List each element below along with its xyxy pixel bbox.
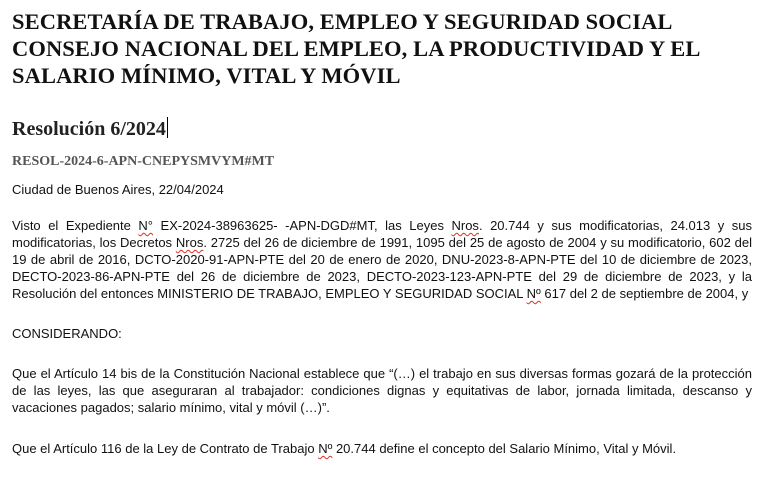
- misspelled-word[interactable]: Nº: [318, 441, 333, 456]
- misspelled-word[interactable]: Nros: [175, 235, 204, 250]
- document-page[interactable]: [12, 8, 752, 457]
- visto-text-5: 617 del 2 de septiembre de 2004, y: [540, 286, 749, 301]
- misspelled-word[interactable]: Nros: [451, 218, 479, 233]
- city-date: Ciudad de Buenos Aires, 22/04/2024: [12, 182, 224, 197]
- misspelled-word[interactable]: Nº: [526, 286, 541, 301]
- text-cursor: [167, 117, 168, 138]
- visto-text-1: Visto el Expediente: [12, 218, 139, 233]
- resolution-code: RESOL-2024-6-APN-CNEPYSMVYM#MT: [12, 154, 275, 169]
- resolution-title-text: Resolución 6/2024: [12, 118, 166, 140]
- visto-text-3: . 20.744 y sus modificatorias, 24.013 y sus modificatorias, los Decretos: [12, 218, 753, 250]
- organization-title: SECRETARÍA DE TRABAJO, EMPLEO Y SEGURIDAD SOCIAL CONSEJO NACIONAL DEL EMPLEO, LA PRODUCTIVIDAD Y EL SALARIO MÍNIMO, VITAL Y MÓVIL: [12, 9, 700, 88]
- considerando-heading: CONSIDERANDO:: [12, 326, 122, 341]
- visto-text-4: . 2725 del 26 de diciembre de 1991, 1095 del 25 de agosto de 2004 y su modificatorio, 602 del 19 de abril de 2016, DCTO-2020-91-APN-PTE del 20 de enero de 2020, DNU-2023-8-APN-PTE del 10 de diciembre de 2023, DECTO-2023-86-APN-PTE del 26 de diciembre de 2023, DECTO-2023-123-APN-PTE del 29 de diciembre de 2023, y la Resolución del entonces MINISTERIO DE TRABAJO, EMPLEO Y SEGURIDAD SOCIAL: [12, 235, 752, 301]
- misspelled-word[interactable]: N°: [138, 218, 154, 233]
- art116-text-2: 20.744 define el concepto del Salario Mínimo, Vital y Móvil.: [332, 441, 677, 456]
- article-14-paragraph: Que el Artículo 14 bis de la Constitución Nacional establece que “(…) el trabajo en sus diversas formas gozará de la protección de las leyes, las que aseguraran al trabajador: condiciones dignas y equitativas de labor, jornada limitada, descanso y vacaciones pagados; salario mínimo, vital y móvil (…)”.: [12, 366, 752, 415]
- article-116-paragraph: [12, 440, 752, 457]
- visto-paragraph: [12, 217, 752, 302]
- resolution-title[interactable]: [12, 117, 168, 141]
- art116-text-1: Que el Artículo 116 de la Ley de Contrato de Trabajo: [12, 441, 319, 456]
- visto-text-2: EX-2024-38963625- -APN-DGD#MT, las Leyes: [153, 218, 452, 233]
